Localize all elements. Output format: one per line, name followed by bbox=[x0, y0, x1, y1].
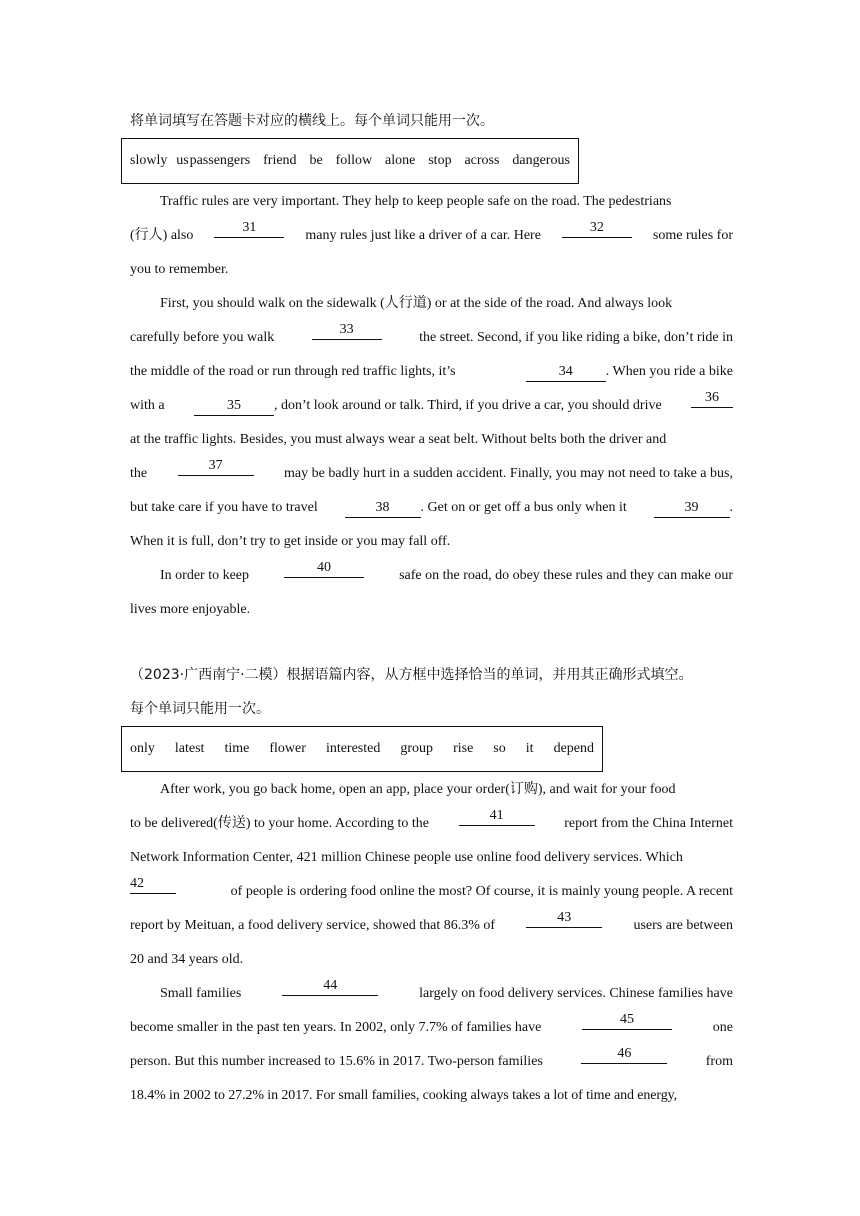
text-span: may be badly hurt in a sudden accident. Finally, you may not need to take a bus, bbox=[284, 466, 733, 481]
answer-blank-37[interactable]: 37 bbox=[178, 457, 254, 476]
section2-word-box bbox=[121, 726, 603, 772]
text-span: of people is ordering food online the most? Of course, it is mainly young people. A recent bbox=[230, 884, 733, 899]
paragraph-line bbox=[130, 909, 733, 943]
text-span: person. But this number increased to 15.6% in 2017. Two-person families bbox=[130, 1054, 543, 1069]
paragraph-line: you to remember. bbox=[130, 262, 229, 277]
text-span: (行人) also bbox=[130, 228, 194, 243]
answer-blank-44[interactable]: 44 bbox=[282, 977, 378, 996]
text-span: the middle of the road or run through red traffic lights, it’s bbox=[130, 364, 456, 379]
text-span: some rules for bbox=[652, 228, 733, 243]
paragraph-line bbox=[130, 977, 733, 1011]
word-box-item: depend bbox=[553, 741, 594, 756]
text-span: with a bbox=[130, 398, 165, 413]
word-box-item: be bbox=[309, 153, 323, 168]
paragraph-line bbox=[130, 875, 733, 909]
word-box-item: across bbox=[464, 153, 500, 168]
text-span: many rules just like a driver of a car. Here bbox=[305, 228, 541, 243]
paragraph-line bbox=[130, 491, 733, 525]
text-span: but take care if you have to travel bbox=[130, 500, 318, 515]
word-box-item: stop bbox=[428, 153, 452, 168]
text-span: safe on the road, do obey these rules and they can make our bbox=[399, 568, 733, 583]
word-box-item: alone bbox=[385, 153, 416, 168]
paragraph-line bbox=[130, 457, 733, 491]
text-span: . bbox=[729, 500, 733, 515]
section2-instruction: （2023·广西南宁·二模）根据语篇内容，从方框中选择恰当的单词，并用其正确形式填空。 bbox=[130, 667, 693, 683]
paragraph-line: lives more enjoyable. bbox=[130, 602, 251, 617]
word-box-item: follow bbox=[335, 153, 373, 168]
word-box-item: it bbox=[525, 741, 534, 756]
answer-blank-46[interactable]: 46 bbox=[581, 1045, 667, 1064]
text-span: . Get on or get off a bus only when it bbox=[420, 500, 627, 515]
answer-blank-42[interactable]: 42 bbox=[130, 875, 176, 894]
section1-instruction: 将单词填写在答题卡对应的横线上。每个单词只能用一次。 bbox=[130, 113, 494, 129]
paragraph-line: After work, you go back home, open an app, place your order(订购), and wait for your food bbox=[160, 782, 676, 797]
word-box-item: us bbox=[176, 153, 189, 168]
text-span: . When you ride a bike bbox=[605, 364, 733, 379]
text-span: users are between bbox=[633, 918, 733, 933]
answer-blank-43[interactable]: 43 bbox=[526, 909, 602, 928]
answer-blank-36[interactable]: 36 bbox=[691, 389, 733, 408]
text-span: report by Meituan, a food delivery service, showed that 86.3% of bbox=[130, 918, 496, 933]
answer-blank-45[interactable]: 45 bbox=[582, 1011, 672, 1030]
paragraph-line bbox=[130, 559, 733, 593]
word-box-item: time bbox=[224, 741, 250, 756]
word-box-item: dangerous bbox=[512, 153, 570, 168]
answer-blank-40[interactable]: 40 bbox=[284, 559, 364, 578]
word-box-item: flower bbox=[269, 741, 306, 756]
word-box-item: latest bbox=[174, 741, 205, 756]
paragraph-line bbox=[130, 389, 733, 423]
word-box-item: friend bbox=[263, 153, 297, 168]
paragraph-line: First, you should walk on the sidewalk (人行道) or at the side of the road. And always look bbox=[160, 296, 673, 311]
answer-blank-38[interactable]: 38 bbox=[345, 499, 421, 518]
word-box-item: so bbox=[493, 741, 506, 756]
paragraph-line: 20 and 34 years old. bbox=[130, 952, 244, 967]
text-span: largely on food delivery services. Chinese families have bbox=[419, 986, 733, 1001]
text-span: Small families bbox=[160, 986, 242, 1001]
text-span: report from the China Internet bbox=[564, 816, 733, 831]
paragraph-line bbox=[130, 807, 733, 841]
paragraph-line bbox=[130, 1045, 733, 1079]
paragraph-line bbox=[130, 321, 733, 355]
word-box-item: rise bbox=[453, 741, 474, 756]
paragraph-line: 18.4% in 2002 to 27.2% in 2017. For small families, cooking always takes a lot of time and energy, bbox=[130, 1088, 677, 1103]
answer-blank-33[interactable]: 33 bbox=[312, 321, 382, 340]
text-span: the bbox=[130, 466, 148, 481]
paragraph-line bbox=[130, 1011, 733, 1045]
paragraph-line bbox=[130, 355, 733, 389]
word-box-item: interested bbox=[325, 741, 381, 756]
section2-instruction: 每个单词只能用一次。 bbox=[130, 701, 270, 717]
text-span: In order to keep bbox=[160, 568, 250, 583]
text-span: the street. Second, if you like riding a bike, don’t ride in bbox=[419, 330, 733, 345]
word-box-item: slowly bbox=[130, 153, 168, 168]
answer-blank-41[interactable]: 41 bbox=[459, 807, 535, 826]
answer-blank-31[interactable]: 31 bbox=[214, 219, 284, 238]
word-box-item: group bbox=[400, 741, 434, 756]
paragraph-line: Network Information Center, 421 million Chinese people use online food delivery services. Which bbox=[130, 850, 683, 865]
paragraph-line: When it is full, don’t try to get inside or you may fall off. bbox=[130, 534, 451, 549]
section1-word-box bbox=[121, 138, 579, 184]
text-span: one bbox=[712, 1020, 733, 1035]
answer-blank-32[interactable]: 32 bbox=[562, 219, 632, 238]
paragraph-line: at the traffic lights. Besides, you must always wear a seat belt. Without belts both the driver and bbox=[130, 432, 667, 447]
text-span: from bbox=[705, 1054, 733, 1069]
text-span: become smaller in the past ten years. In 2002, only 7.7% of families have bbox=[130, 1020, 542, 1035]
paragraph-line: Traffic rules are very important. They help to keep people safe on the road. The pedestrians bbox=[160, 194, 672, 209]
text-span: to be delivered(传送) to your home. According to the bbox=[130, 816, 429, 831]
text-span: carefully before you walk bbox=[130, 330, 275, 345]
answer-blank-35[interactable]: 35 bbox=[194, 397, 274, 416]
answer-blank-39[interactable]: 39 bbox=[654, 499, 730, 518]
text-span: , don’t look around or talk. Third, if you drive a car, you should drive bbox=[273, 398, 662, 413]
answer-blank-34[interactable]: 34 bbox=[526, 363, 606, 382]
word-box-item: only bbox=[130, 741, 155, 756]
word-box-item: passengers bbox=[189, 153, 251, 168]
paragraph-line bbox=[130, 219, 733, 253]
